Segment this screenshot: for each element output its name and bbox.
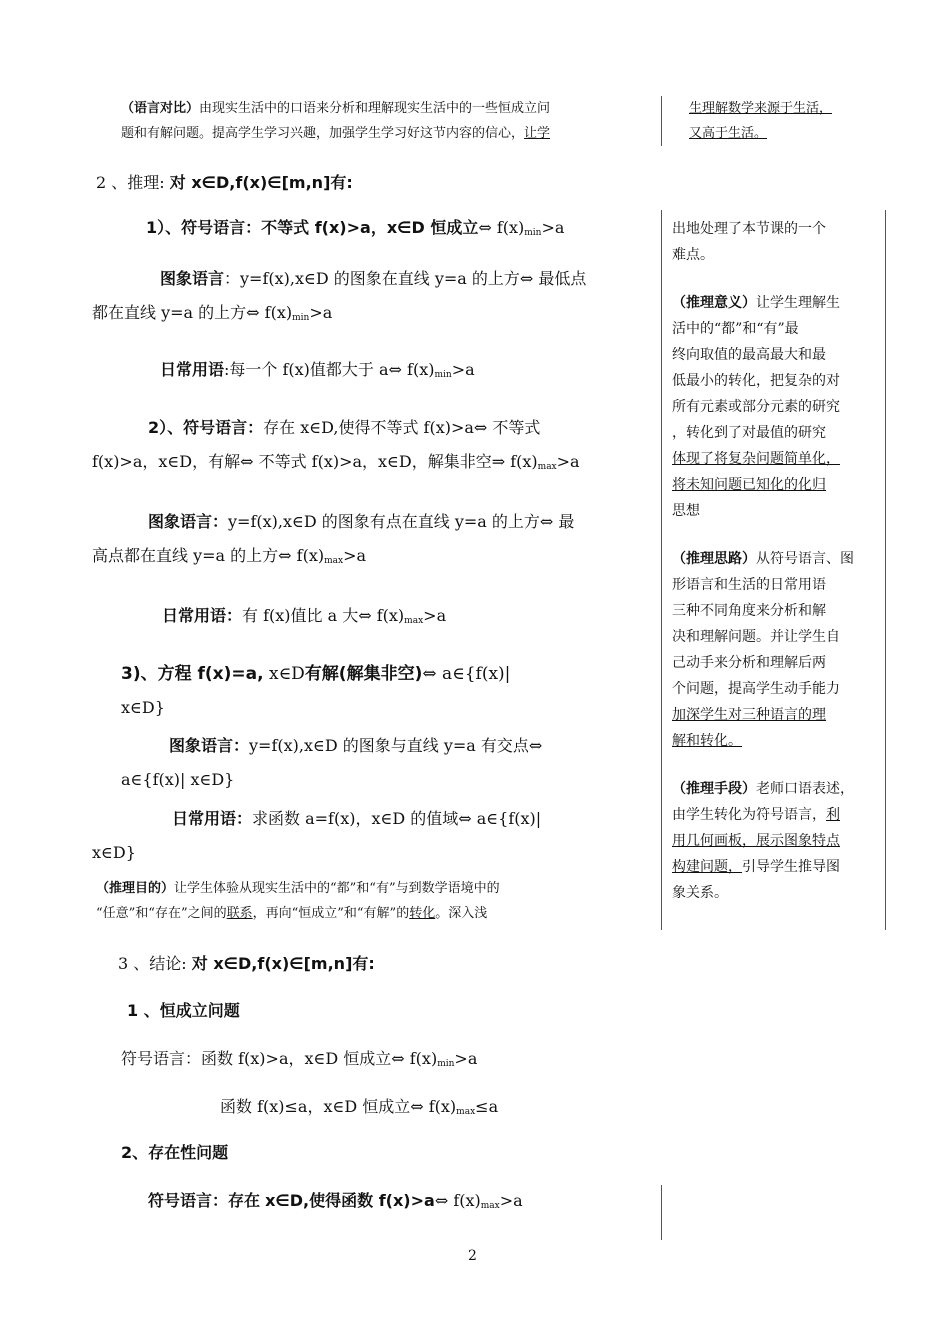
right-column-notes: 出地处理了本节课的一个 难点。 （推理意义）让学生理解生 活中的“都”和“有”最 终向取值的最高最大和最 低最小的转化，把复杂的对 所有元素或部分元素的研究 ，转化到了对最值的研究 体现了将复杂问题简单化， 将未知问题已知化的化归 思想 （推理思路）从符号语言、图 形语言和生活的日常用语 三种不同角度来分析和解 决和理解问题。并让学生自 己动手来分析和理解后两 个问题，提高学生动手能力 加深学生对三种语言的理 解和转化。 （推理手段）老师口语表述， 由学生转化为符号语言，利 用几何画板，展示图象特点 构建问题，引导学生推导图 象关系。 bbox=[672, 221, 854, 901]
top-divider bbox=[661, 96, 662, 146]
item-3-graph: 图象语言：y=f(x),x∈D 的图象与直线 y=a 有交点⇔ a∈{f(x)| x∈D} bbox=[121, 736, 543, 789]
column-divider bbox=[661, 210, 662, 930]
section-2-heading: 2 、推理: 对 x∈D,f(x)∈[m,n]有: bbox=[96, 173, 353, 192]
item-2-daily: 日常用语：有 f(x)值比 a 大⇔ $f(x)_{max}>a$ bbox=[162, 606, 447, 626]
bottom-divider bbox=[661, 1185, 662, 1240]
item-1-daily: 日常用语:每一个 f(x)值都大于 a⇔ $f(x)_{min}>a$ bbox=[160, 360, 475, 380]
always-true-heading: 1 、恒成立问题 bbox=[127, 1001, 240, 1020]
top-right-note: 生理解数学来源于生活， 又高于生活。 bbox=[689, 101, 833, 141]
item-3-title: 3)、方程 f(x)=a, x∈D有解(解集非空)⇔ a∈{f(x)| x∈D} bbox=[121, 664, 511, 717]
item-1-title: 1）、符号语言：不等式 f(x)>a，x∈D 恒成立⇔ $f(x)_{min}>a$ bbox=[146, 218, 565, 238]
reasoning-purpose-note: （推理目的）让学生体验从现实生活中的“都”和“有”与到数学语境中的 “任意”和“存在”之间的联系，再向“恒成立”和“有解”的转化。深入浅 bbox=[96, 881, 500, 921]
page-number: 2 bbox=[468, 1248, 477, 1264]
item-2-title: 2）、符号语言：存在 x∈D,使得不等式 f(x)>a⇔ 不等式 f(x)>a，x∈D，有解⇔ 不等式 f(x)>a，x∈D，解集非空⇒ $f(x)_{max}>a$ bbox=[92, 418, 580, 472]
existence-line: 符号语言：存在 x∈D,使得函数 f(x)>a⇔ $f(x)_{max}>a$ bbox=[148, 1191, 523, 1211]
section-3-heading: 3 、结论: 对 x∈D,f(x)∈[m,n]有: bbox=[118, 954, 375, 973]
language-contrast-note: （语言对比）由现实生活中的口语来分析和理解现实生活中的一些恒成立问 题和有解问题。提高学生学习兴趣，加强学生学习好这节内容的信心，让学 bbox=[121, 101, 551, 141]
always-true-line-1: 符号语言：函数 f(x)>a，x∈D 恒成立⇔ $f(x)_{min}>a$ bbox=[121, 1049, 478, 1069]
always-true-line-2: 函数 f(x)≤a，x∈D 恒成立⇔ $f(x)_{max}\le a$ bbox=[220, 1097, 499, 1117]
item-1-graph: 图象语言：y=f(x),x∈D 的图象在直线 y=a 的上方⇔ 最低点 都在直线 y=a 的上方⇔ $f(x)_{min}>a$ bbox=[92, 269, 587, 323]
right-border bbox=[885, 210, 886, 930]
existence-heading: 2、存在性问题 bbox=[121, 1143, 229, 1162]
item-2-graph: 图象语言：y=f(x),x∈D 的图象有点在直线 y=a 的上方⇔ 最 高点都在直线 y=a 的上方⇔ $f(x)_{max}>a$ bbox=[92, 512, 575, 566]
item-3-daily: 日常用语：求函数 a=f(x)，x∈D 的值域⇔ a∈{f(x)| x∈D} bbox=[92, 809, 542, 862]
